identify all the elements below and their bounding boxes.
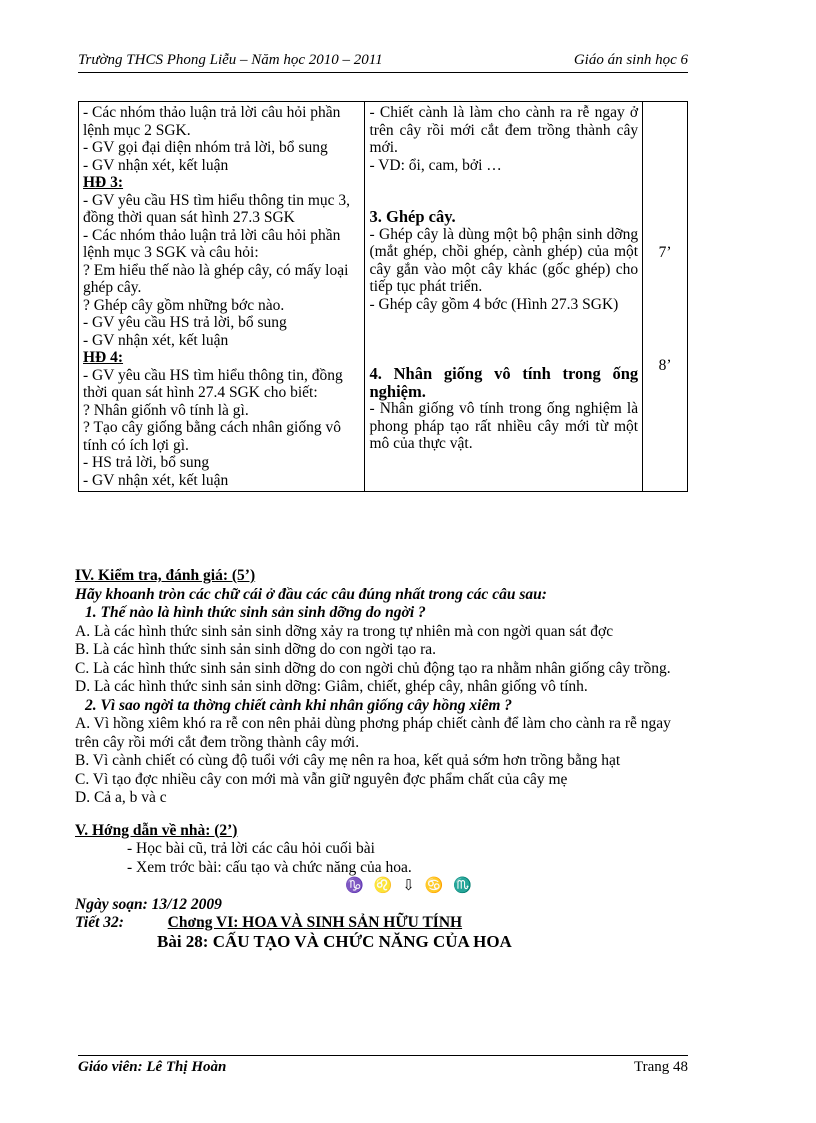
list-item: - GV yêu cầu HS trả lời, bổ sung [83,314,287,331]
chapter-title: Chơng VI: HOA VÀ SINH SẢN HỮU TÍNH [167,914,463,931]
option: D. Là các hình thức sinh sản sinh dỡng: Giâm, chiết, ghép cây, nhân giống vô tính. [75,678,588,695]
option: B. Là các hình thức sinh sản sinh dỡng do con ngời tạo ra. [75,641,436,658]
question-1: 1. Thế nào là hình thức sinh sản sinh dỡng do ngời ? [85,604,426,621]
prep-date: Ngày soạn: 13/12 2009 [75,895,222,913]
teacher-activities-cell [79,102,365,492]
assessment-heading: IV. Kiểm tra, đánh giá: (5’) [75,567,256,584]
page-number: Trang 48 [633,1059,688,1075]
content-paragraph: - Ghép cây là dùng một bộ phận sinh dỡng (mắt ghép, chồi ghép, cành ghép) của một cây gắn vào một cây khác (gốc ghép) cho tiếp tục phát triển. [369,225,639,295]
content-paragraph: - VD: ổi, cam, bởi … [369,156,502,174]
lesson-label: Bài 28: [157,931,209,951]
lesson-table [78,101,688,492]
homework-heading: V. Hớng dẫn về nhà: (2’) [75,821,238,839]
homework-item: - Học bài cũ, trả lời các câu hỏi cuối bài [127,840,375,857]
option: A. Vì hồng xiêm khó ra rễ con nên phải dùng phơng pháp chiết cành để làm cho cành ra rễ ngay trên cây rồi mới cắt đem trồng thành cây mới. [75,715,671,751]
option: D. Cả a, b và c [75,789,167,806]
time-value: 7’ [658,244,672,261]
list-item: - GV yêu cầu HS tìm hiểu thông tin mục 3, đồng thời quan sát hình 27.3 SGK [83,191,351,226]
list-item: - GV nhận xét, kết luận [83,471,229,489]
option: C. Là các hình thức sinh sản sinh dỡng do con ngời chủ động tạo ra nhằm nhân giống cây trồng. [75,659,671,677]
option: A. Là các hình thức sinh sản sinh dỡng xảy ra trong tự nhiên mà con ngời quan sát đợc [75,622,614,640]
header-school: Trường THCS Phong Liễu – Năm học 2010 – 2011 [78,52,383,68]
option: C. Vì tạo đợc nhiều cây con mới mà vẫn giữ nguyên đợc phẩm chất của cây mẹ [75,770,568,788]
homework-item: - Xem trớc bài: cấu tạo và chức năng của hoa. [127,858,412,876]
section-heading: 3. Ghép cây. [369,207,456,226]
section-heading: 4. Nhân giống vô tính trong ống nghiệm. [369,364,639,401]
question-2: 2. Vì sao ngời ta thờng chiết cành khi nhân giống cây hồng xiêm ? [85,696,513,714]
time-value: 8’ [658,356,672,374]
content-paragraph: - Nhân giống vô tính trong ống nghiệm là phong pháp tạo rất nhiều cây mới từ một mô của thực vật. [369,400,639,452]
content-cell [365,102,643,492]
list-item: ? Tạo cây giống bằng cách nhân giống vô tính có ích lợi gì. [83,419,341,454]
assessment-instruction: Hãy khoanh tròn các chữ cái ở đầu các câu đúng nhất trong các câu sau: [75,585,547,603]
list-item: - GV nhận xét, kết luận [83,331,229,349]
list-item: - Các nhóm thảo luận trả lời câu hỏi phần lệnh mục 3 SGK và câu hỏi: [83,226,341,261]
list-item: ? Em hiểu thế nào là ghép cây, có mấy loại ghép cây. [83,261,349,296]
list-item: - HS trả lời, bổ sung [83,454,210,471]
activity-heading: HĐ 3: [83,174,124,191]
list-item: ? Ghép cây gồm những bớc nào. [83,296,285,314]
page-header [78,50,688,73]
page-footer [78,1055,688,1076]
list-item: - GV yêu cầu HS tìm hiểu thông tin, đồng thời quan sát hình 27.4 SGK cho biết: [83,366,343,401]
activity-heading: HĐ 4: [83,349,124,366]
option: B. Vì cành chiết có cùng độ tuổi với cây mẹ nên ra hoa, kết quả sớm hơn trồng bằng hạt [75,752,621,769]
list-item: ? Nhân giốnh vô tính là gì. [83,401,249,419]
header-subject: Giáo án sinh học 6 [573,52,688,68]
lesson-title: CẤU TẠO VÀ CHỨC NĂNG CỦA HOA [212,931,512,951]
list-item: - GV nhận xét, kết luận [83,156,229,174]
decorative-symbols: ♑ ♌ ⇩ ♋ ♏ [345,878,475,894]
lesson-body [75,567,685,951]
list-item: - GV gọi đại diện nhóm trả lời, bổ sung [83,139,328,156]
list-item: - Các nhóm thảo luận trả lời câu hỏi phần lệnh mục 2 SGK. [83,104,341,139]
time-cell [643,102,688,492]
period-label: Tiết 32: [75,914,124,931]
content-paragraph: - Chiết cành là làm cho cành ra rễ ngay ở trên cây rồi mới cắt đem trồng thành cây mới. [369,104,639,156]
content-paragraph: - Ghép cây gồm 4 bớc (Hình 27.3 SGK) [369,295,619,313]
footer-teacher: Giáo viên: Lê Thị Hoàn [78,1059,227,1075]
